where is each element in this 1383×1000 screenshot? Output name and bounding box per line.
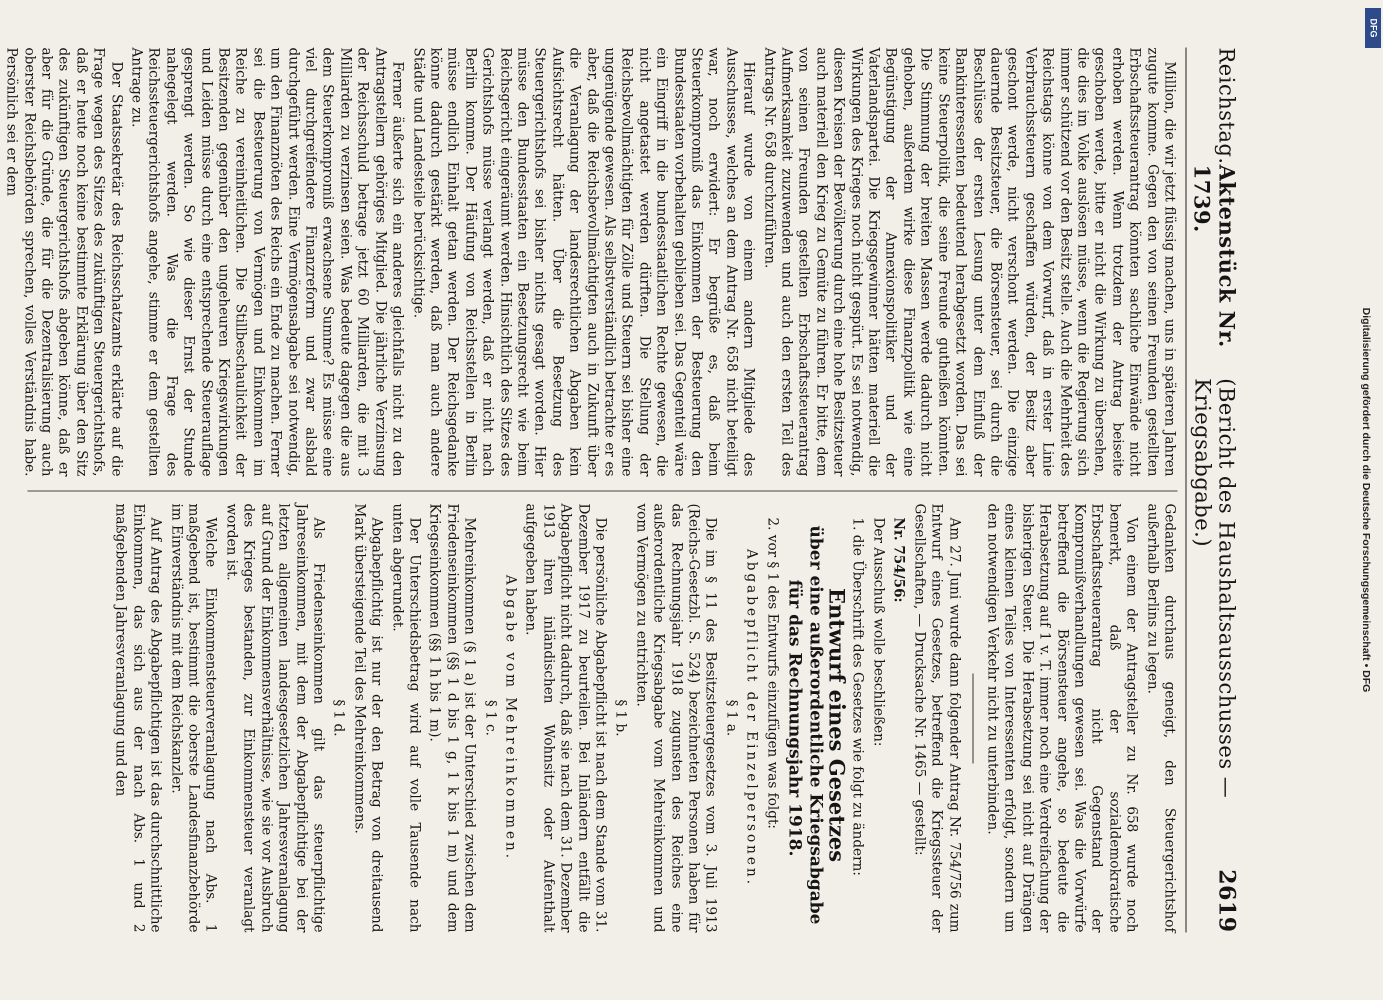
paragraph-1d-heading: § 1 d. [330, 699, 347, 737]
header-right: (Bericht des Haushaltsausschusses — Kriegsabgabe.) [1190, 378, 1239, 799]
paragraph-1d-text-2: Welche Einkommensteuerveranlagung nach Abs. 1 maßgebend ist, bestimmt die oberste Landesfinanzbehörde im Einverständnis mit dem Reichskanzler. [168, 503, 219, 933]
digitization-note-text: Digitalisierung gefördert durch die Deutsche Forschungsgemeinschaft • DFG [1360, 307, 1372, 693]
dfg-logo-text: DFG [1368, 18, 1378, 38]
antrag-reference: Nr. 754/56: [890, 517, 907, 603]
document-page [3, 18, 1258, 963]
right-paragraph-6: 2. vor § 1 des Entwurfs einzufügen was folgt: [764, 517, 781, 829]
right-paragraph-5: 1. die Überschrift des Gesetzes wie folgt zu ändern: [850, 517, 866, 876]
right-paragraph-2: Von einem der Antragsteller zu Nr. 658 wurde noch bemerkt, daß der sozialdemokratische Erbschaftssteuerantrag nicht Gegenstand der Kompromißverhandlungen gewesen sei. Was die Vorwürfe betreffend die Börsensteuer angehe, so bedeute die Herabsetzung auf 1 v. T. immer noch eine Verdreifachung der bisherigen Steuer. Die Herabsetzung sei nicht auf Drängen eines kleinen Teiles von Interessenten erfolgt, sondern um den notwendigen Verkehr nicht zu unterbinden. [984, 503, 1140, 933]
paragraph-1b-text: Die persönliche Abgabepflicht ist nach dem Stande vom 31. Dezember 1917 zu beurteilen. Bei Inländern entfällt die Abgabepflicht nicht dadurch, daß sie nach dem 31. Dezember 1913 ihren inländischen Wohnsitz oder Aufenthalt aufgegeben haben. [522, 503, 609, 933]
left-paragraph-2: Hierauf wurde von einem andern Mitgliede des Ausschusses, welches an dem Antrag Nr. 658 nicht beteiligt war, noch erwidert: Er begrüße es, daß beim Steuerkompromiß das Einkommen der Besteuerung den Bundesstaaten vorbehalten geblieben sei. Das Gegenteil wäre ein Eingriff in die bundesstaatlichen Rechte gewesen, die nicht angetastet werden dürften. Die Stellung der Reichsbevollmächtigten für Zölle und Steuern sei bisher eine ungenügende gewesen. Als selbstverständlich betrachte er es aber, daß die Reichsbevollmächtigten auch in Zukunft über die Veranlagung der landesrechtlichen Abgaben kein Aufsichtsrecht hätten. Über die Besetzung des Steuergerichtshofs sei bisher nichts gesagt worden. Hier müsse den Bundesstaaten ein Besetzungsrecht wie beim Reichsgericht eingeräumt werden. Hinsichtlich des Sitzes des Gerichtshofs müsse verlangt werden, daß er nicht nach Berlin komme. Der Häufung von Reichsstellen in Berlin müsse endlich Einhalt getan werden. Der Reichsgedanke könne dadurch gestärkt werden, daß man auch andere Städte und Landesteile berücksichtige. [410, 47, 757, 477]
paragraph-1a-text: Die im § 11 des Besitzsteuergesetzes vom 3. Juli 1913 (Reichs-Gesetzbl. S. 524) bezeichneten Personen haben für das Rechnungsjahr 1918 zugunsten des Reiches eine außerordentliche Kriegsabgabe vom Mehreinkommen und vom Vermögen zu entrichten. [633, 503, 719, 933]
paragraph-1c-heading: § 1 c. [482, 699, 499, 737]
section-heading-a: Abgabepflicht der Einzelpersonen. [743, 548, 760, 888]
law-title: Entwurf eines Gesetzes [824, 587, 850, 863]
left-paragraph-4: Der Staatssekretär des Reichsschatzamts erklärte auf die Frage wegen des Sitzes des zukünftigen Steuergerichtshofs, daß er heute noch keine bestimmte Erklärung über den Sitz des zukünftigen Steuergerichtshofs abgeben könne, daß er aber für die Gründe, die für die Dezentralisierung auch oberster Reichsbehörden sprechen, volles Verständnis habe. Persönlich sei er dem [3, 47, 125, 477]
paragraph-1b-heading: § 1 b. [612, 699, 629, 737]
right-paragraph-3: Am 27. Juni wurde dann folgender Antrag Nr. 754/756 zum Entwurf eines Gesetzes, betreffend die Kriegssteuer der Gesellschaften, — Drucksache Nr. 1465 — gestellt: [911, 503, 963, 933]
paragraph-1c-text-3: Abgabepflichtig ist nur der den Betrag von dreitausend Mark übersteigende Teil des Mehreinkommens. [351, 503, 385, 933]
paragraph-1c-text-2: Der Unterschiedsbetrag wird auf volle Tausende nach unten abgerundet. [389, 503, 423, 933]
digitization-note [1355, 0, 1377, 1000]
left-paragraph-1: Million, die wir jetzt flüssig machen, uns in späteren Jahren zugute komme. Gegen den von seinen Freunden gestellten Erbschaftssteuerantrag könnten sachliche Einwände nicht erhoben werden. Wenn trotzdem der Antrag beiseite geschoben werde, bitte er nicht die Wirkung zu übersehen, die dies im Volke auslösen müsse, wenn die Regierung sich immer schützend vor den Besitz stelle. Auch die Mehrheit des Reichstags könne von dem Vorwurf, daß in erster Linie Verbrauchssteuern geschaffen würden, der Besitz aber geschont werde, nicht verschont werden. Die einzige dauernde Besitzsteuer, die Börsensteuer, sei durch die Beschlüsse der ersten Lesung unter dem Einfluß der Bankinteressenten bedeutend herabgesetzt worden. Das sei keine Steuerpolitik, die seine Freunde gutheißen könnten. Die Stimmung der breiten Massen werde dadurch nicht gehoben, außerdem wirke diese Finanzpolitik wie eine Begünstigung der Annexionspolitiker und der Vaterlandspartei. Die Kriegsgewinner hätten materiell die Wirkungen des Krieges noch nicht gespürt. Es sei notwendig, diesen Kreisen der Bevölkerung durch eine hohe Besitzsteuer auch materiell den Krieg zu Gemüte zu führen. Er bitte, dem von seinen Freunden gestellten Erbschaftssteuerantrag Aufmerksamkeit zuzuwenden und auch den ersten Teil des Antrags Nr. 658 durchzuführen. [761, 47, 1178, 477]
right-paragraph-4: Der Ausschuß wolle beschließen: [870, 517, 887, 747]
header-middle: Aktenstück Nr. 1739. [1189, 164, 1240, 348]
paragraph-1a-heading: § 1 a. [723, 699, 740, 737]
header-left: Reichstag. [1214, 47, 1239, 165]
paragraph-1d-text-3: Auf Antrag des Abgabepflichtigen ist das durchschnittliche Einkommen, das sich aus der nach Abs. 1 und 2 maßgebenden Jahresveranlagung und den [112, 503, 164, 933]
dfg-logo [1365, 8, 1381, 48]
paragraph-1d-text: Als Friedenseinkommen gilt das steuerpflichtige Jahreseinkommen, mit dem der Abgabepflichtige bei der letzten allgemeinen landesgesetzlichen Jahresveranlagung auf Grund der Einkommensverhältnisse, wie sie vor Ausbruch des Krieges bestanden, zur Einkommensteuer veranlagt worden ist. [223, 503, 327, 933]
page-number: 2619 [1213, 869, 1240, 933]
divider-rule [972, 673, 973, 763]
paragraph-1c-text: Mehreinkommen (§ 1 a) ist der Unterschied zwischen dem Friedenseinkommen (§§ 1 d bis 1 g, 1 k bis 1 m) und dem Kriegseinkommen (§§ 1 h bis 1 m). [426, 503, 478, 933]
right-intro: Gedanken durchaus geneigt, den Steuergerichtshof außerhalb Berlins zu legen. [1144, 503, 1178, 933]
law-subtitle: über eine außerordentliche Kriegsabgabe für das Rechnungsjahr 1918. [784, 525, 826, 925]
left-paragraph-3: Ferner äußerte sich ein anderes gleichfalls nicht zu den Antragstellern gehöriges Mitglied. Die jährliche Verzinsung der Reichsschuld betrage jetzt 60 Milliarden, die mit 3 Milliarden zu verzinsen seien. Was bedeute dagegen die aus dem Steuerkompromiß erwachsene Summe? Es müsse eine viel durchgreifendere Finanzreform und zwar alsbald durchgeführt werden. Eine Vermögensabgabe sei notwendig, um den Finanznöten des Reichs ein Ende zu machen. Ferner sei die Besteuerung von Vermögen und Einkommen im Reiche zu vereinheitlichen. Die Stillbeschaulichkeit der Besitzenden gegenüber den ungeheuren Kriegswirkungen und Leiden müsse durch eine entsprechende Steuerauflage gesprengt werden. So wie dieser Ernst der Stunde nahegelegt werden. Was die Frage des Reichssteuergerichtshofs angehe, stimme er dem gestellten Antrage zu. [128, 47, 406, 477]
page-header [1186, 48, 1240, 933]
right-column [28, 491, 1178, 933]
left-column [3, 47, 1178, 477]
section-heading-b: Abgabe vom Mehreinkommen. [502, 574, 519, 862]
